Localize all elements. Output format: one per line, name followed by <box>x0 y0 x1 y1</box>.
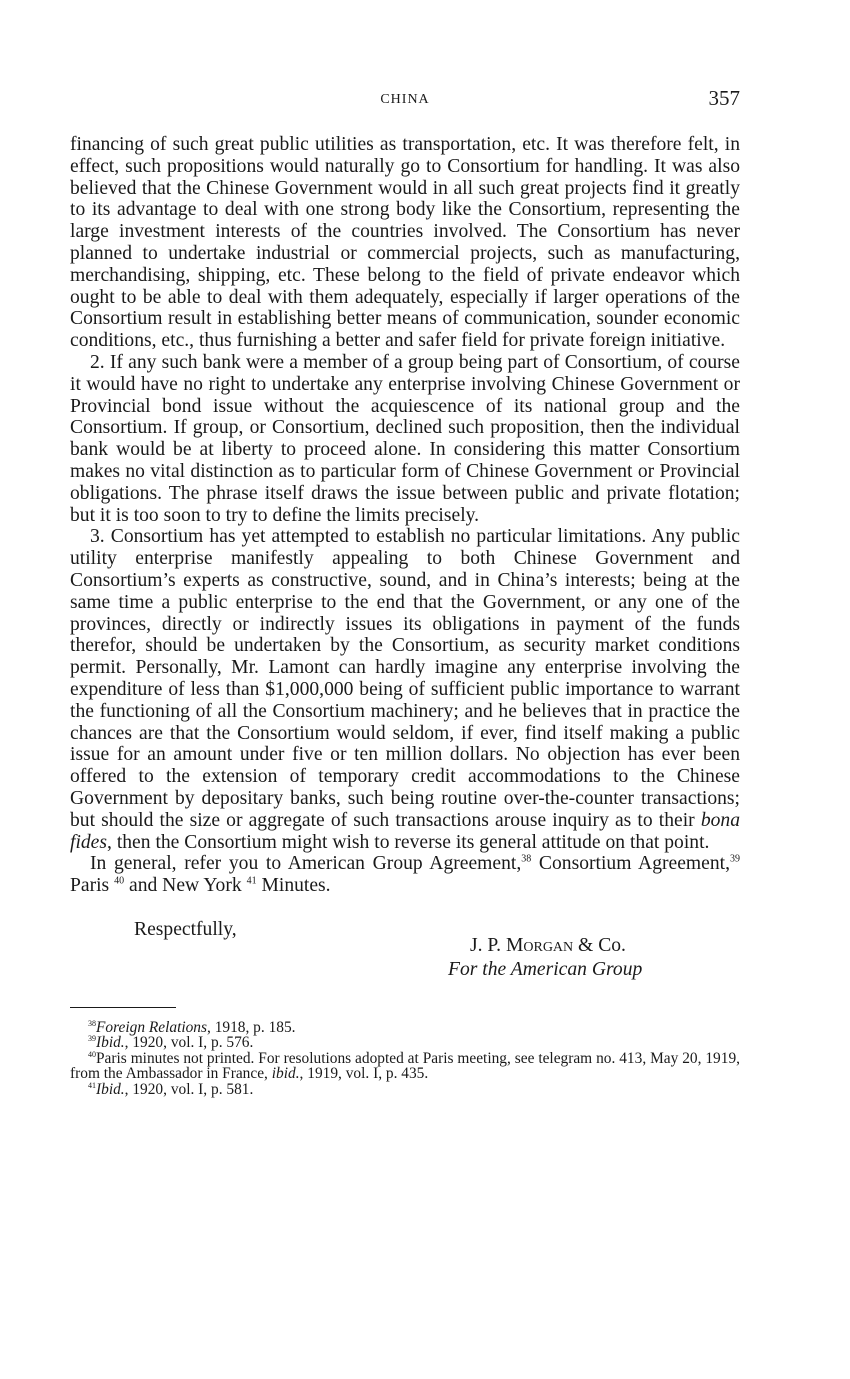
paragraph-2: 2. If any such bank were a member of a group being part of Consortium, of course it would have no right to undertake any enterprise involving Chinese Government or Provincial bond issue without the acquiescence of its national group and the Consortium. If group, or Consortium, declined such proposition, then the individual bank would be at liberty to proceed alone. In considering this matter Consortium makes no vital distinction as to particular form of Chinese Government or Provincial obligations. The phrase itself draws the issue between public and private flotation; but it is too soon to try to define the limits precisely. <box>70 351 740 526</box>
footnote-ref-41: 41 <box>246 875 257 887</box>
footnote-text: , 1920, vol. I, p. 576. <box>124 1034 254 1052</box>
footnote-number: 38 <box>88 1018 96 1028</box>
footnote-41 <box>70 1082 740 1097</box>
footnote-italic: Foreign Relations <box>96 1018 207 1036</box>
footnote-text: Paris minutes not printed. For resolutions adopted at Paris meeting, see telegram no. 413, May 20, 1919, from the Ambassador in France, <box>70 1049 740 1083</box>
footnote-italic: ibid. <box>271 1065 300 1083</box>
page-header <box>70 82 740 112</box>
footnote-39 <box>70 1035 740 1050</box>
footnote-text: , 1918, p. 185. <box>207 1018 296 1036</box>
footnotes <box>70 1020 740 1097</box>
paragraph-4-text: Minutes. <box>256 875 331 897</box>
paragraph-3-italic: bona fides <box>70 809 740 853</box>
footnote-text: , 1920, vol. I, p. 581. <box>124 1080 254 1098</box>
paragraph-1: financing of such great public utilities as transportation, etc. It was therefore felt, in effect, such propositions would naturally go to Consortium for handling. It was also believed that the Chinese Government would in all such great projects find it greatly to its advantage to deal with one strong body like the Consortium, representing the large investment interests of the countries involved. The Consortium has never planned to undertake industrial or commercial projects, such as manufacturing, merchandising, shipping, etc. These belong to the field of private endeavor which ought to be able to deal with them adequately, especially if larger operations of the Consortium result in establishing better means of communication, sounder economic conditions, etc., thus furnishing a better and safer field for private foreign initiative. <box>70 134 740 352</box>
signature-smallcaps: Morgan <box>505 934 574 956</box>
footnote-40 <box>70 1051 740 1082</box>
signature-prefix: J. P. <box>470 934 506 956</box>
paragraph-3-text-end: , then the Consortium might wish to reverse its general attitude on that point. <box>107 831 710 853</box>
footnote-ref-38: 38 <box>521 853 532 865</box>
footnote-text: , 1919, vol. I, p. 435. <box>299 1065 429 1083</box>
paragraph-4-text: and New York <box>124 875 247 897</box>
paragraph-4-text: Paris <box>70 875 115 897</box>
signature-suffix: & Co. <box>573 934 626 956</box>
footnote-ref-40: 40 <box>114 875 125 887</box>
footnote-number: 39 <box>88 1034 96 1044</box>
paragraph-4-text: Consortium Agreement, <box>531 853 730 875</box>
document-page <box>70 82 740 1097</box>
paragraph-4 <box>70 853 740 897</box>
paragraph-3 <box>70 526 740 853</box>
page-number: 357 <box>708 86 740 110</box>
paragraph-4-text: In general, refer you to American Group Agreement, <box>90 853 522 875</box>
letter-closing <box>70 919 740 1005</box>
footnote-38 <box>70 1020 740 1035</box>
paragraph-3-text: 3. Consortium has yet attempted to establish no particular limitations. Any public utility enterprise manifestly appealing to both Chinese Government and Consortium’s experts as constructive, sound, and in China’s interests; being at the same time a public enterprise to the end that the Government, or any one of the provinces, directly or indirectly issues its obligations in payment of the funds therefor, should be undertaken by the Consortium, as security market conditions permit. Personally, Mr. Lamont can hardly imagine any enterprise involving the expenditure of less than $1,000,000 being of sufficient public importance to warrant the functioning of all the Consortium machinery; and he believes that in practice the chances are that the Consortium would seldom, if ever, find itself making a public issue for an amount under five or ten million dollars. No objection has ever been offered to the extension of temporary credit accommodations to the Chinese Government by depositary banks, such being routine over-the-counter transactions; but should the size or aggregate of such transactions arouse inquiry as to their <box>70 526 740 831</box>
salutation: Respectfully, <box>134 918 237 940</box>
body-text <box>70 134 740 897</box>
footnote-italic: Ibid. <box>96 1080 125 1098</box>
footnote-number: 41 <box>88 1080 96 1090</box>
footnote-ref-39: 39 <box>729 853 740 865</box>
footnote-number: 40 <box>88 1049 96 1059</box>
running-head: CHINA <box>380 92 430 107</box>
signature-name <box>470 935 626 957</box>
signature-role: For the American Group <box>448 958 643 980</box>
footnote-italic: Ibid. <box>96 1034 125 1052</box>
footnote-divider <box>70 1007 176 1008</box>
